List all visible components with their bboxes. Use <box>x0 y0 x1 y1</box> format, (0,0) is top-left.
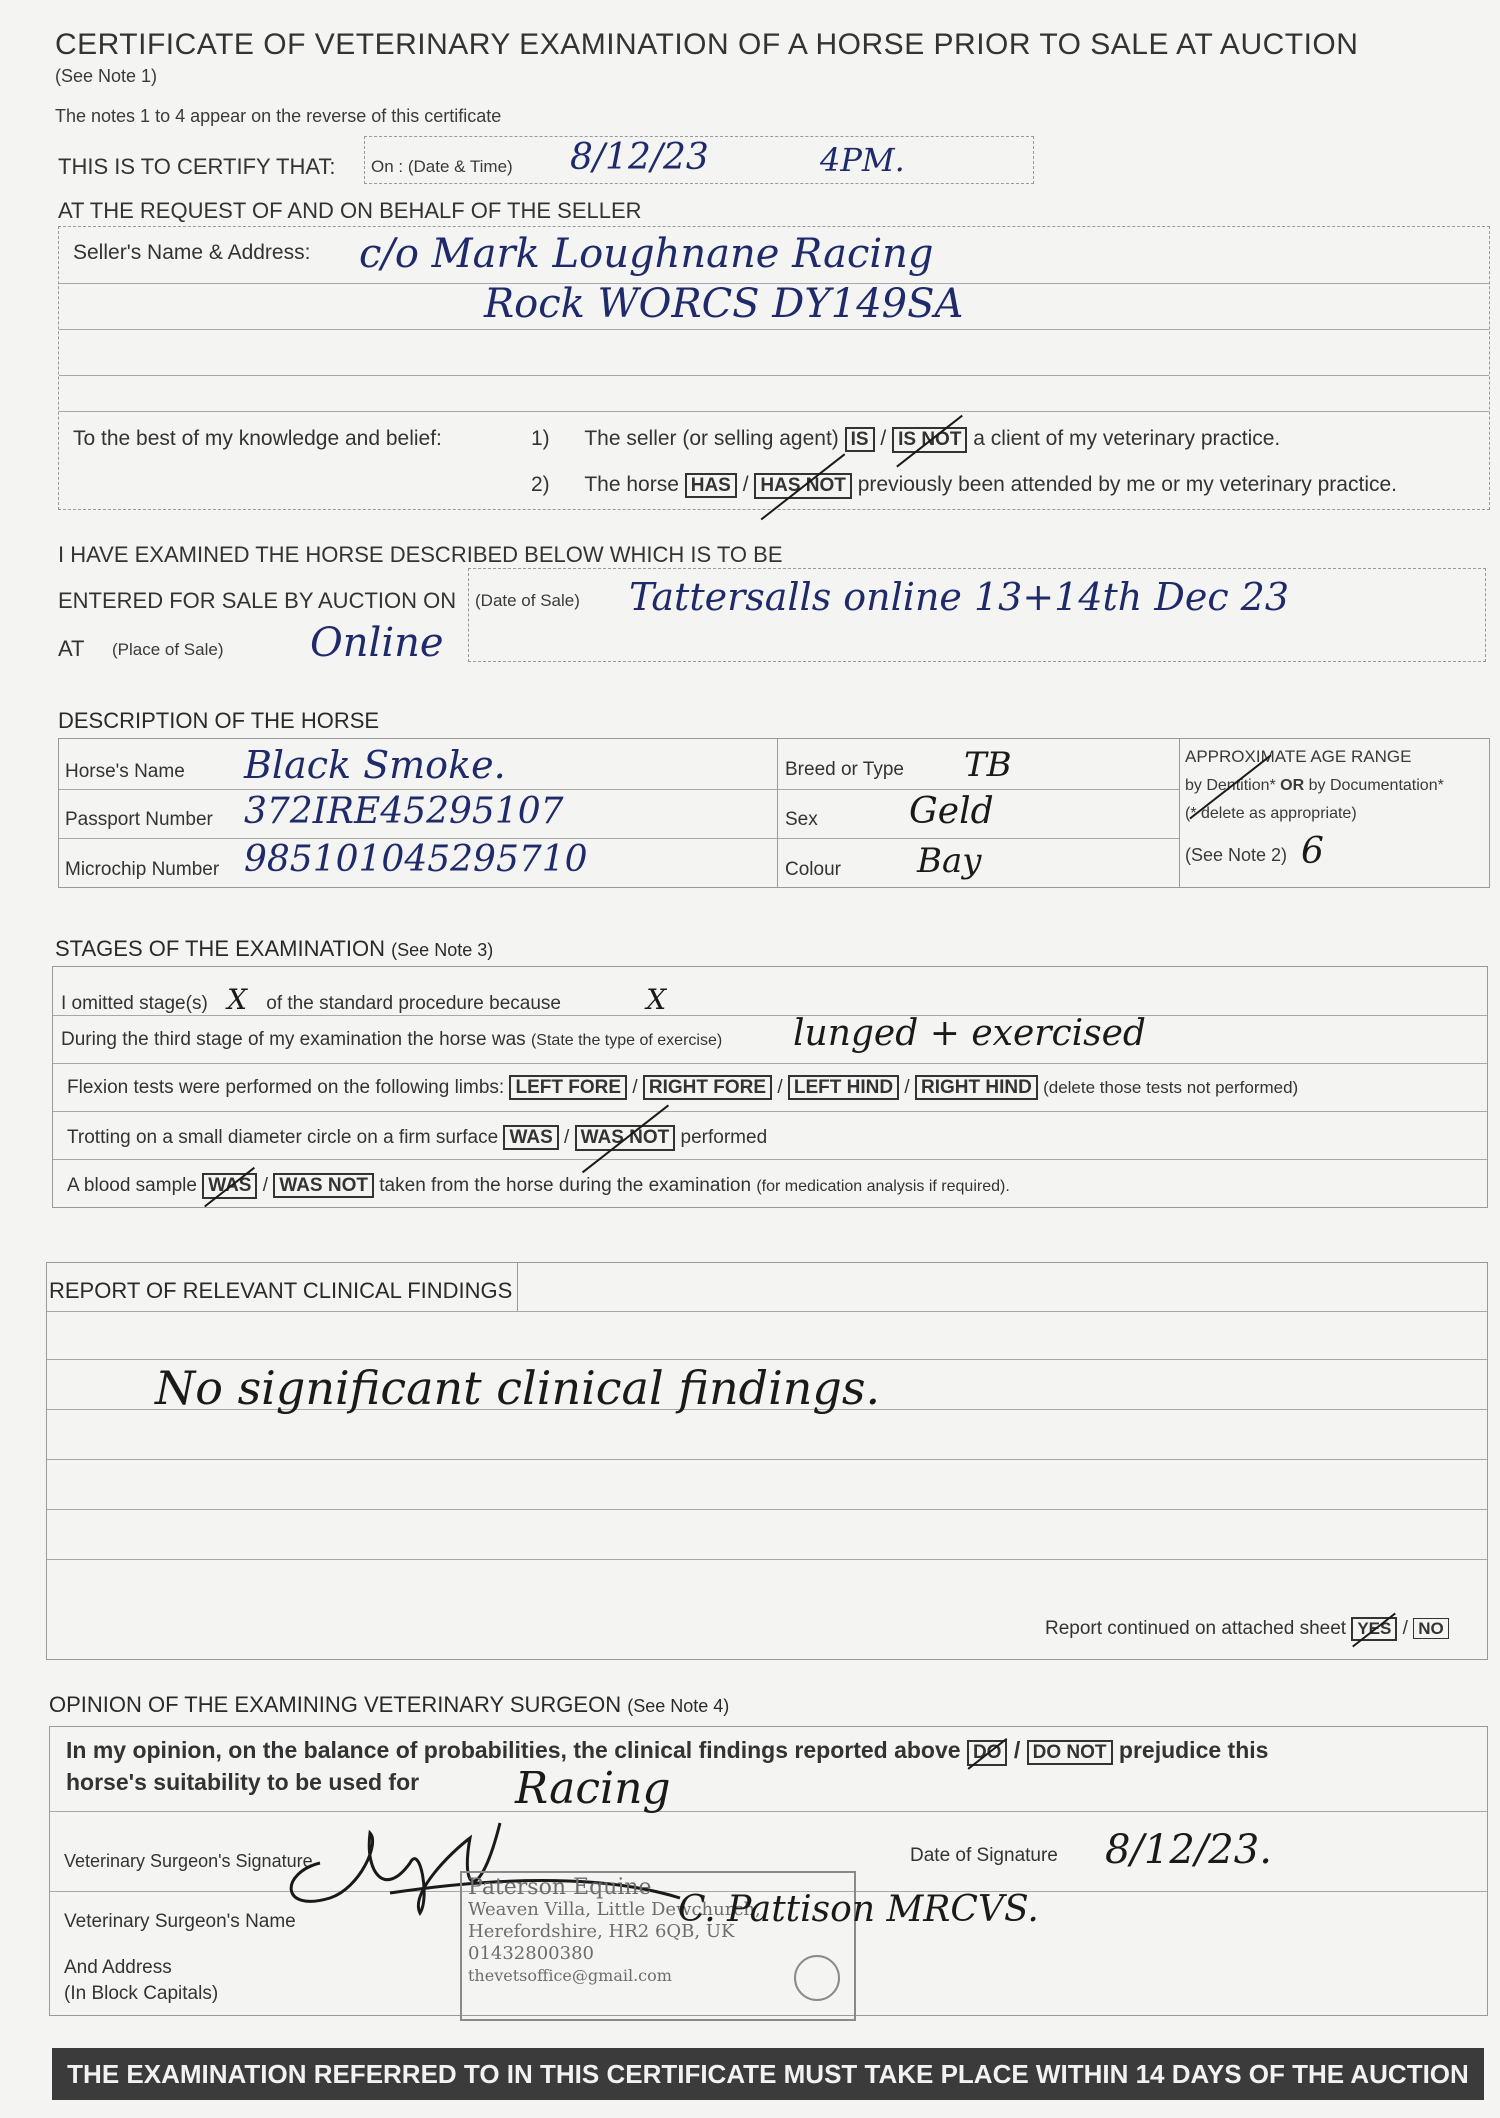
blood-sample-row: A blood sample WAS / WAS NOT taken from the horse during the examination (for medication analysis if required). <box>67 1173 1010 1199</box>
age-see-note: (See Note 2) <box>1185 845 1288 865</box>
age-delete-note: (* delete as appropriate) <box>1185 805 1357 822</box>
stages-table <box>52 966 1488 1208</box>
seller-name-label: Seller's Name & Address: <box>73 241 311 264</box>
report-continued-row: Report continued on attached sheet YES / NO <box>1045 1617 1449 1641</box>
exercise-value[interactable]: lunged + exercised <box>793 1013 1146 1054</box>
microchip-label: Microchip Number <box>65 859 220 880</box>
practice-stamp: Paterson Equine Weaven Villa, Little Dewchurch, Herefordshire, HR2 6QB, UK 01432800380 thevetsoffice@gmail.com <box>460 1871 856 2021</box>
seller-address-line2[interactable]: Rock WORCS DY149SA <box>484 281 964 327</box>
statement-client: 1) The seller (or selling agent) IS / IS NOT a client of my veterinary practice. <box>531 427 1280 453</box>
by-dentition-option[interactable]: by Dentition* <box>1185 777 1276 794</box>
description-heading: DESCRIPTION OF THE HORSE <box>58 708 380 733</box>
opinion-heading: OPINION OF THE EXAMINING VETERINARY SURGEON (See Note 4) <box>49 1692 730 1717</box>
third-stage-row: During the third stage of my examination the horse was (State the type of exercise) <box>61 1029 723 1050</box>
passport-value[interactable]: 372IRE45295107 <box>244 791 564 832</box>
continued-yes-option[interactable]: YES <box>1351 1617 1397 1641</box>
blood-was-option[interactable]: WAS <box>202 1173 257 1199</box>
horse-name-value[interactable]: Black Smoke. <box>244 743 506 787</box>
colour-label: Colour <box>785 859 841 880</box>
breed-label: Breed or Type <box>785 759 905 780</box>
age-range-title: APPROXIMATE AGE RANGE <box>1185 747 1412 766</box>
seller-request-label: AT THE REQUEST OF AND ON BEHALF OF THE SELLER <box>58 198 642 223</box>
do-not-option[interactable]: DO NOT <box>1027 1740 1113 1765</box>
vet-name-value[interactable]: C. Pattison MRCVS. <box>678 1889 1039 1930</box>
see-note-1: (See Note 1) <box>55 66 158 86</box>
signature-label: Veterinary Surgeon's Signature <box>64 1851 313 1871</box>
trotting-row: Trotting on a small diameter circle on a firm surface WAS / WAS NOT performed <box>67 1125 767 1151</box>
right-hind-option[interactable]: RIGHT HIND <box>915 1075 1038 1100</box>
date-of-sale-label: (Date of Sale) <box>475 591 580 610</box>
place-of-sale-value[interactable]: Online <box>310 620 444 666</box>
knowledge-label: To the best of my knowledge and belief: <box>73 427 442 450</box>
horse-logo-icon <box>794 1955 840 2001</box>
opinion-statement: In my opinion, on the balance of probabilities, the clinical findings reported above DO / DO NOT prejudice this <box>66 1737 1268 1766</box>
seller-address-line1[interactable]: c/o Mark Loughnane Racing <box>359 231 934 277</box>
opinion-box <box>49 1726 1488 2016</box>
age-method: by Dentition* OR by Documentation* <box>1185 777 1444 794</box>
address-label: And Address <box>64 1957 172 1978</box>
sex-label: Sex <box>785 809 818 830</box>
age-value[interactable]: 6 <box>1301 831 1324 872</box>
statement-attended: 2) The horse HAS / HAS NOT previously been attended by me or my veterinary practice. <box>531 473 1397 499</box>
findings-text[interactable]: No significant clinical findings. <box>155 1361 881 1415</box>
trot-was-option[interactable]: WAS <box>503 1125 558 1150</box>
omitted-stage-value[interactable]: X <box>227 983 247 1016</box>
certificate-title: CERTIFICATE OF VETERINARY EXAMINATION OF A HORSE PRIOR TO SALE AT AUCTION <box>55 28 1359 61</box>
left-hind-option[interactable]: LEFT HIND <box>788 1075 899 1100</box>
trot-was-not-option[interactable]: WAS NOT <box>575 1125 676 1151</box>
right-fore-option[interactable]: RIGHT FORE <box>643 1075 772 1100</box>
entered-for-sale-label: ENTERED FOR SALE BY AUCTION ON <box>58 588 457 613</box>
has-option[interactable]: HAS <box>685 473 737 498</box>
exam-time-value: 4PM. <box>820 141 905 179</box>
date-time-label: On : (Date & Time) <box>371 157 513 176</box>
suitability-value[interactable]: Racing <box>515 1763 671 1814</box>
certify-label: THIS IS TO CERTIFY THAT: <box>58 154 336 179</box>
exam-date-value: 8/12/23 <box>570 137 709 178</box>
left-fore-option[interactable]: LEFT FORE <box>509 1075 627 1100</box>
flexion-row: Flexion tests were performed on the following limbs: LEFT FORE / RIGHT FORE / LEFT HIND / RIGHT HIND (delete those tests not performed) <box>67 1077 1299 1098</box>
by-documentation-option[interactable]: by Documentation* <box>1308 777 1444 794</box>
at-label: AT <box>58 636 85 661</box>
omitted-reason-value[interactable]: X <box>646 983 667 1016</box>
date-of-signature-value[interactable]: 8/12/23. <box>1105 1827 1272 1873</box>
breed-value[interactable]: TB <box>964 745 1012 785</box>
place-of-sale-label: (Place of Sale) <box>112 640 224 659</box>
omitted-stages-row: I omitted stage(s) X of the standard procedure because X <box>61 983 667 1016</box>
sale-box <box>468 568 1486 662</box>
examined-label: I HAVE EXAMINED THE HORSE DESCRIBED BELOW WHICH IS TO BE <box>58 542 783 567</box>
notes-line: The notes 1 to 4 appear on the reverse of this certificate <box>55 106 502 126</box>
continued-no-option[interactable]: NO <box>1413 1618 1449 1639</box>
block-capitals-label: (In Block Capitals) <box>64 1983 219 2004</box>
colour-value[interactable]: Bay <box>917 841 982 881</box>
suitability-label: horse's suitability to be used for <box>66 1769 420 1795</box>
findings-box <box>46 1262 1488 1660</box>
footer-banner: THE EXAMINATION REFERRED TO IN THIS CERTIFICATE MUST TAKE PLACE WITHIN 14 DAYS OF THE AUCTION <box>52 2048 1484 2100</box>
has-not-option[interactable]: HAS NOT <box>754 473 852 499</box>
microchip-value[interactable]: 985101045295710 <box>244 839 588 880</box>
date-of-signature-label: Date of Signature <box>910 1845 1058 1866</box>
date-time-field[interactable] <box>364 136 1034 184</box>
vet-name-label: Veterinary Surgeon's Name <box>64 1911 296 1932</box>
description-table <box>58 738 1490 888</box>
passport-label: Passport Number <box>65 809 213 830</box>
seller-box <box>58 226 1490 510</box>
is-option[interactable]: IS <box>845 427 875 452</box>
blood-was-not-option[interactable]: WAS NOT <box>273 1173 374 1198</box>
stages-heading: STAGES OF THE EXAMINATION (See Note 3) <box>55 936 494 961</box>
horse-name-label: Horse's Name <box>65 761 185 782</box>
date-of-sale-value[interactable]: Tattersalls online 13+14th Dec 23 <box>629 575 1290 619</box>
is-not-option[interactable]: IS NOT <box>892 427 967 453</box>
findings-heading: REPORT OF RELEVANT CLINICAL FINDINGS <box>49 1278 513 1303</box>
sex-value[interactable]: Geld <box>909 791 994 832</box>
do-option[interactable]: DO <box>967 1740 1008 1766</box>
